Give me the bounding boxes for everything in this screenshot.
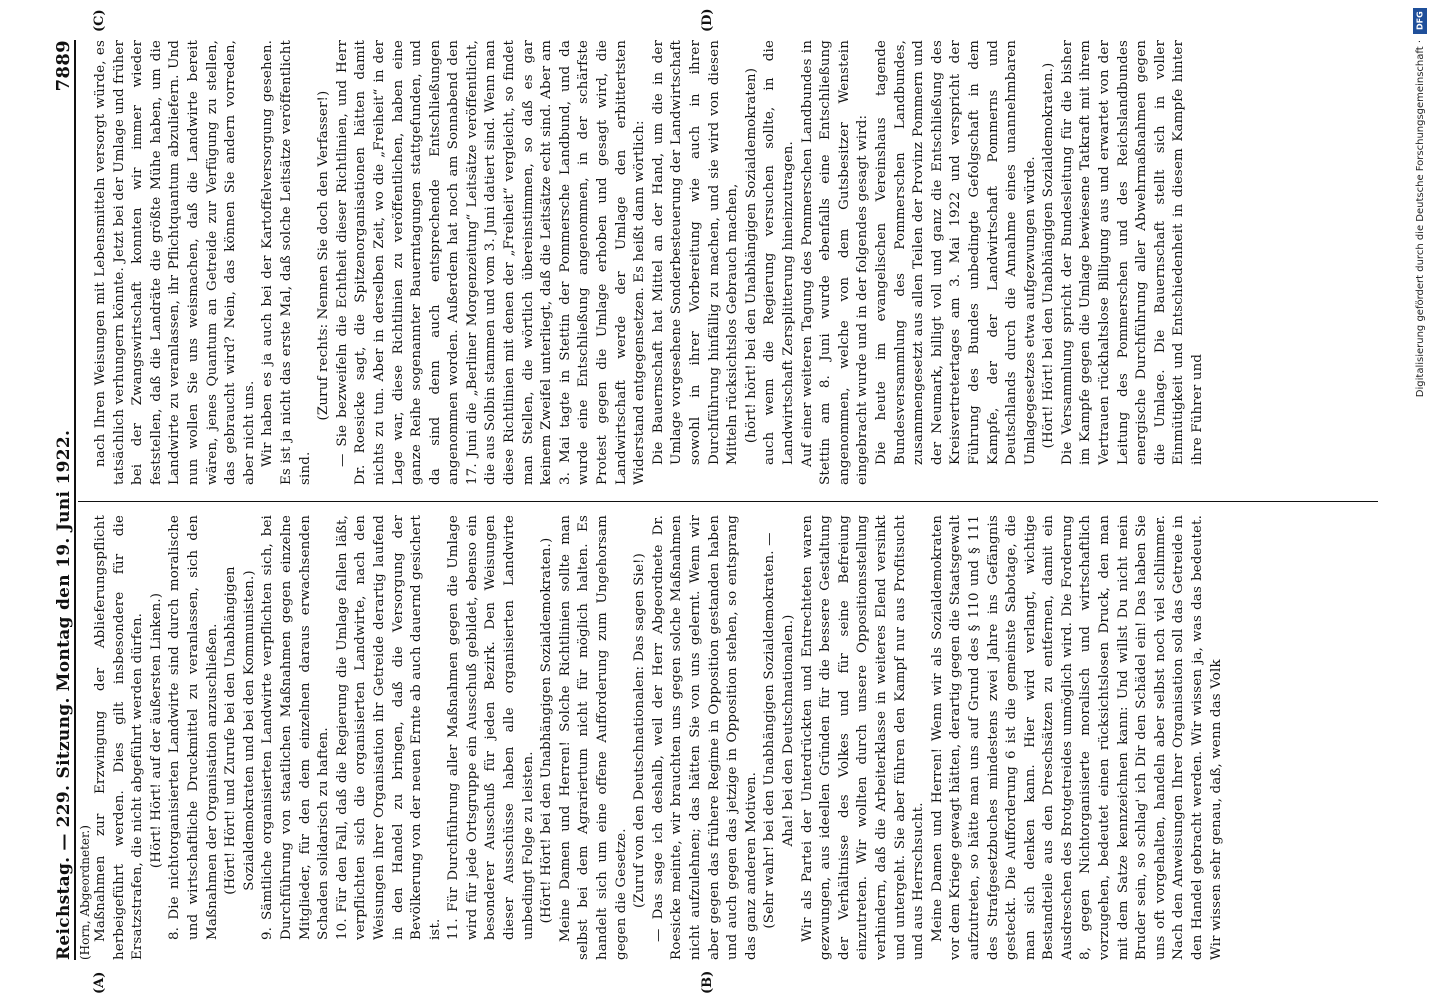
- header-dash: —: [54, 833, 74, 851]
- paragraph: — Sie bezweifeln die Echtheit dieser Richtlinien, und Herr Dr. Roesicke sagt, die Spitzenorganisationen hätten damit nichts zu tun. Aber in derselben Zeit, wo die „Freiheit“ in der Lage war, diese Richtlinien zu veröffentlichen, haben eine ganze Reihe sogenannter Bauerntagungen stattgefunden, und da sind denn auch entsprechende Entschließungen angenommen worden. Außerdem hat noch am Sonnabend den 17. Juni die „Berliner Morgenzeitung“ Leitsätze veröffentlicht, die aus Solbin stammen und vom 3. Juni datiert sind. Wenn man diese Richtlinien mit denen der „Freiheit“ vergleicht, so findet man Stellen, die wörtlich übereinstimmen, so daß es gar keinem Zweifel unterliegt, daß die Leitsätze echt sind. Aber am 3. Mai tagte in Stettin der Pommersche Landbund, und da wurde eine Entschließung angenommen, in der schärfste Protest gegen die Umlage erhoben und gesagt wird, die Landwirtschaft werde der Umlage den erbittertsten Widerstand entgegensetzen. Es heißt dann wörtlich:: [334, 40, 648, 485]
- margin-letter-c: (C): [92, 9, 107, 32]
- paragraph: Wir haben es ja auch bei der Kartoffelversorgung gesehen. Es ist ja nicht das erste Mal, daß solche Leitsätze veröffentlicht sind.: [260, 40, 313, 485]
- page-header: [40, 40, 76, 960]
- interjection: (Hört! Hört! und Zurufe bei den Unabhängigen Sozialdemokraten und bei den Kommunisten.): [223, 566, 257, 895]
- header-left: [54, 430, 74, 960]
- interjection: (Zuruf rechts: Nennen Sie doch den Verfasser!): [316, 90, 332, 421]
- header-date: Montag den 19. Juni 1922.: [54, 429, 74, 692]
- quoted-item: Die heute im evangelischen Vereinshaus tagende Bundesversammlung des Pommerschen Landbundes, zusammengesetzt aus allen Teilen der Provinz Pommern und der Neumark, billigt voll und ganz die Entschließung des Kreisvertretertages am 3. Mai 1922 und verspricht der Führung des Bundes unbedingte Gefolgschaft in dem Kampfe, der der Landwirtschaft Pommerns und Deutschlands durch die Annahme eines unannehmbaren Umlagegesetzes etwa aufgezwungen würde.: [873, 40, 1038, 465]
- paragraph: Maßnahmen zur Erzwingung der Ablieferungspflicht herbeigeführt werden. Dies gilt insbesondere für die Ersatzstrafen, die nicht abgeführt werden dürfen.: [93, 515, 146, 960]
- interjection: (Sehr wahr! bei den Unabhängigen Sozialdemokraten. — Aha! bei den Deutschnationalen.): [762, 532, 796, 929]
- paragraph: nach Ihren Weisungen mit Lebensmitteln versorgt würde, es tatsächlich verhungern könnte. Jetzt bei der Umlage und früher bei der Zwangswirtschaft konnten wir immer wieder feststellen, daß die Landräte die größte Mühe haben, um die Landwirte zu veranlassen, ihr Pflichtquantum abzuliefern. Und nun wollen Sie uns weismachen, daß die Landwirte bereit wären, jenes Quantum an Getreide zur Verfügung zu stellen, das gebraucht wird? Nein, das können Sie andern vorreden, aber nicht uns.: [93, 40, 257, 485]
- quoted-item: Die Bauernschaft hat Mittel an der Hand, um die in der Umlage vorgesehene Sonderbesteuerung der Landwirtschaft sowohl in ihrer Vorbereitung wie auch in ihrer Durchführung hinfällig zu machen, und sie wird von diesen Mitteln rücksichtslos Gebrauch machen,: [650, 40, 741, 465]
- paragraph: Meine Damen und Herren! Solche Richtlinien sollte man selbst bei dem Agrariertum nicht für möglich halten. Es handelt sich um eine offene Aufforderung zum Ungehorsam gegen die Gesetze.: [557, 515, 629, 960]
- header-reichstag: Reichstag.: [54, 856, 74, 960]
- quoted-item: 9. Sämtliche organisierten Landwirte verpflichten sich, bei Durchführung von staatlichen Maßnahmen gegen einzelne Mitglieder, für den dem einzelnen daraus erwachsenden Schaden solidarisch zu haften.: [260, 515, 332, 940]
- interjection: (Hört! Hört! auf der äußersten Linken.): [148, 592, 164, 869]
- speaker-note: (Horn, Abgeordneter.): [78, 825, 92, 960]
- paragraph: Wir als Partei der Unterdrückten und Entrechteten waren gezwungen, aus ideellen Gründen für die bessere Gestaltung der Verhältnisse des Volkes und für seine Befreiung einzutreten. Wir wollten durch unsere Oppositionsstellung verhindern, daß die Arbeiterklasse in weiteres Elend versinkt und untergeht. Sie aber führen den Kampf nur aus Profitsucht und aus Herrschsucht.: [799, 515, 927, 960]
- interjection: (hört! hört! bei den Unabhängigen Sozialdemokraten): [743, 67, 759, 444]
- paragraph: Auf einer weiteren Tagung des Pommerschen Landbundes in Stettin am 8. Juni wurde ebenfalls eine Entschließung angenommen, welche von dem Gutsbesitzer Wenstein eingebracht wurde und in der folgendes gesagt wird:: [799, 40, 871, 485]
- quoted-item: 8. Die nichtorganisierten Landwirte sind durch moralische und wirtschaftliche Druckmittel zu veranlassen, sich den Maßnahmen der Organisation anzuschließen.: [167, 515, 220, 940]
- quoted-item: 11. Für Durchführung aller Maßnahmen gegen die Umlage wird für jede Ortsgruppe ein Ausschuß gebildet, ebenso ein besonderer Ausschuß für jeden Bezirk. Den Weisungen dieser Ausschüsse haben alle organisierten Landwirte unbedingt Folge zu leisten.: [446, 515, 536, 940]
- header-session: 229. Sitzung.: [54, 697, 74, 828]
- margin-letter-a: (A): [92, 971, 107, 994]
- margin-letter-d: (D): [700, 8, 715, 32]
- dfg-credit-text: Digitalisierung gefördert durch die Deutsche Forschungsgemeinschaft ·: [1414, 40, 1426, 398]
- column-divider: [78, 501, 1378, 502]
- paragraph: — Das sage ich deshalb, weil der Herr Abgeordnete Dr. Roesicke meinte, wir brauchten uns gegen solche Maßnahmen nicht aufzulehnen; das hätten Sie von uns gelernt. Wenn wir aber gegen das frühere Regime in Opposition gestanden haben und auch gegen das jetzige in Opposition stehen, so entsprang das ganz anderen Motiven.: [650, 515, 759, 960]
- dfg-logo: DFG: [1413, 8, 1427, 34]
- margin-letter-b: (B): [700, 970, 715, 994]
- right-text-column: [92, 40, 1382, 485]
- paragraph: Meine Damen und Herren! Wenn wir als Sozialdemokraten vor dem Kriege gewagt hätten, derartig gegen die Staatsgewalt aufzutreten, so hätte man uns auf Grund des § 110 und § 111 des Strafgesetzbuches mindestens zwei Jahre ins Gefängnis gesteckt. Die Aufforderung 6 ist die gemeinste Sabotage, die man sich denken kann. Hier wird verlangt, wichtige Bestandteile aus den Dreschsätzen zu entfernen, damit ein Ausdreschen des Brotgetreides unmöglich wird. Die Forderung 8, gegen Nichtorganisierte moralisch und wirtschaftlich vorzugehen, bedeutet einen rücksichtslosen Druck, den man mit dem Satze kennzeichnen kann: Und willst Du nicht mein Bruder sein, so schlag' ich Dir den Schädel ein! Das haben Sie uns oft vorgehalten, handeln aber selbst noch viel schlimmer. Nach den Anweisungen Ihrer Organisation soll das Getreide in den Handel gebracht werden. Wir wissen ja, was das bedeutet. Wir wissen sehr genau, daß, wenn das Volk: [929, 515, 1224, 960]
- interjection: (Hört! Hört! bei den Unabhängigen Sozialdemokraten.): [539, 537, 555, 924]
- digitization-credit: [1410, 8, 1430, 988]
- quoted-item: 10. Für den Fall, daß die Regierung die Umlage fallen läßt, verpflichten sich die organisierten Landwirte, nach den Weisungen ihrer Organisation ihr Getreide derartig laufend in den Handel zu bringen, daß die Versorgung der Bevölkerung von der neuen Ernte ab auch dauernd gesichert ist.: [334, 515, 443, 940]
- left-text-column: [92, 515, 1382, 960]
- interjection: (Zuruf von den Deutschnationalen: Das sagen Sie!): [632, 553, 648, 908]
- page-number: 7889: [53, 40, 74, 92]
- quoted-item: Die Versammlung spricht der Bundesleitung für die bisher im Kampfe gegen die Umlage bewiesene Tatkraft mit ihrem Vertrauen rückhaltslose Billigung aus und erwartet von der Leitung des Pommerschen und des Reichslandbundes energische Durchführung aller Abwehrmaßnahmen gegen die Umlage. Die Bauernschaft stellt sich in voller Einmütigkeit und Entschiedenheit in diesem Kampfe hinter ihre Führer und: [1059, 40, 1206, 465]
- quoted-item: auch wenn die Regierung versuchen sollte, in die Landwirtschaft Zersplitterung hineinzutragen.: [762, 40, 796, 465]
- interjection: (Hört! Hört! bei den Unabhängigen Sozialdemokraten.): [1041, 62, 1057, 449]
